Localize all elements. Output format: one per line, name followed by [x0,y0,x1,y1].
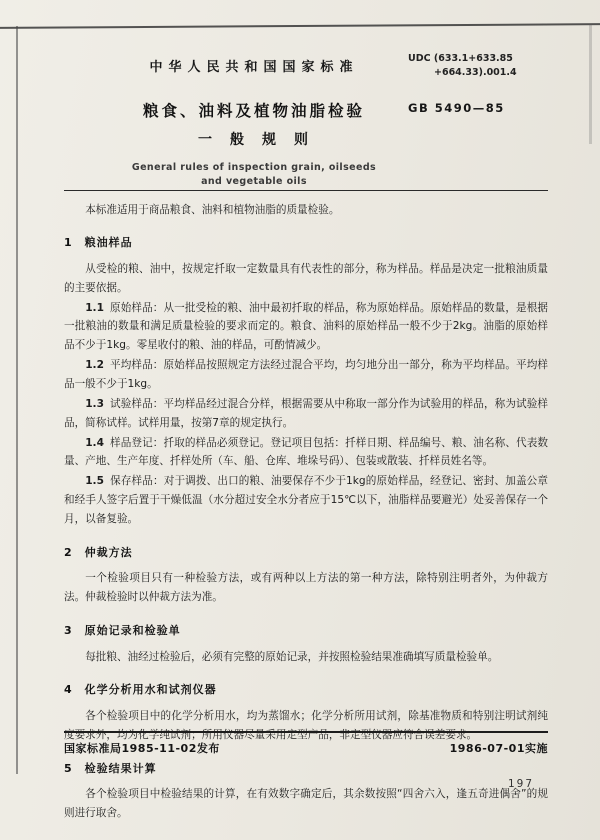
udc-code-line2: +664.33).001.4 [434,67,517,79]
clause-number: 1.4 [85,436,104,449]
clause-text: 一个检验项目只有一种检验方法，或有两种以上方法的第一种方法，除特别注明者外，为仲裁方法。仲裁检验时以仲裁方法为准。 [64,572,548,604]
scan-edge-left [16,26,18,774]
header-code-block [408,52,554,115]
document-body [64,201,548,823]
udc-code [408,52,554,81]
document-header [64,42,548,190]
paragraph [64,785,548,823]
clause-text: 各个检验项目中的化学分析用水，均为蒸馏水；化学分析所用试剂，除基准物质和特别注明试剂纯度要求外，均为化学纯试剂；所用仪器尽量采用定型产品，非定型仪器应符合误差要求。 [64,710,548,741]
paragraph [64,356,548,394]
scan-edge-right [589,24,592,144]
scan-edge-top [0,23,600,29]
paragraph [64,260,548,298]
standard-org-title: 中华人民共和国国家标准 [149,60,359,75]
paragraph [64,299,548,356]
clause-text: 样品登记：扦取的样品必须登记。登记项目包括：扦样日期、样品编号、粮、油名称、代表数量、产地、生产年度、扦样处所（车、船、仓库、堆垛号码）、包装或散装、扦样员姓名等。 [64,436,548,468]
paragraph [64,434,548,472]
document-title-en [64,161,444,190]
clause-text: 从受检的粮、油中，按规定扦取一定数量具有代表性的部分，称为样品。样品是决定一批粮油质量的主要依据。 [64,262,548,294]
section-heading-5: 5 检验结果计算 [64,761,157,775]
clause-number: 1.2 [85,359,104,372]
clause-number: 1.1 [85,301,104,314]
effective-date: 1986-07-01实施 [449,742,548,755]
clause-text: 保存样品：对于调拨、出口的粮、油要保存不少于1kg的原始样品，经登记、密封、加盖公章和经手人签字后置于干燥低温（水分超过安全水分者应于15℃以下，油脂样品要避光）处妥善保存一个月，以备复验。 [64,475,548,525]
document-subtitle-cn: 一 般 规 则 [198,132,310,148]
clause-text: 平均样品：原始样品按照规定方法经过混合平均，均匀地分出一部分，称为平均样品。平均样品一般不少于1kg。 [64,359,548,390]
paragraph [64,648,548,667]
udc-code-line1: UDC (633.1+633.85 [408,53,513,64]
section-heading-3: 3 原始记录和检验单 [64,624,181,637]
page-number: 197 [507,778,534,790]
footer-divider [64,731,548,733]
header-divider [64,190,548,191]
document-title-en-line2: and vegetable oils [201,176,307,188]
issue-date: 国家标准局1985-11-02发布 [64,742,220,755]
scope-paragraph: 本标准适用于商品粮食、油料和植物油脂的质量检验。 [85,203,340,216]
paragraph [64,472,548,529]
clause-number: 1.3 [85,397,104,410]
clause-number: 1.5 [85,475,104,488]
section-heading-2: 2 仲裁方法 [64,545,133,559]
clause-text: 每批粮、油经过检验后，必须有完整的原始记录，并按照检验结果准确填写质量检验单。 [85,650,499,663]
clause-text: 试验样品：平均样品经过混合分样，根据需要从中称取一部分作为试验用的样品，称为试验样品，简称试样。试样用量，按第7章的规定执行。 [64,397,548,429]
section-heading-4: 4 化学分析用水和试剂仪器 [64,683,217,697]
document-footer [64,740,548,756]
clause-text: 各个检验项目中检验结果的计算，在有效数字确定后，其余数按照“四舍六入，逢五奇进偶舍”的规则进行取舍。 [64,788,548,820]
paragraph [64,569,548,607]
document-title-en-line1: General rules of inspection grain, oilseeds [131,162,377,173]
paragraph [64,395,548,433]
clause-text: 原始样品：从一批受检的粮、油中最初扦取的样品，称为原始样品。原始样品的数量，是根据一批粮油的数量和满足质量检验的要求而定的。粮食、油料的原始样品一般不少于2kg。油脂的原始样品不少于1kg。零星收付的粮、油的样品，可酌情减少。 [64,301,548,352]
gb-standard-number: GB 5490—85 [408,100,505,115]
section-heading-1: 1 粮油样品 [64,236,133,250]
header-title-block [64,42,444,190]
page-content [64,42,548,824]
document-title-cn: 粮食、油料及植物油脂检验 [142,102,365,120]
